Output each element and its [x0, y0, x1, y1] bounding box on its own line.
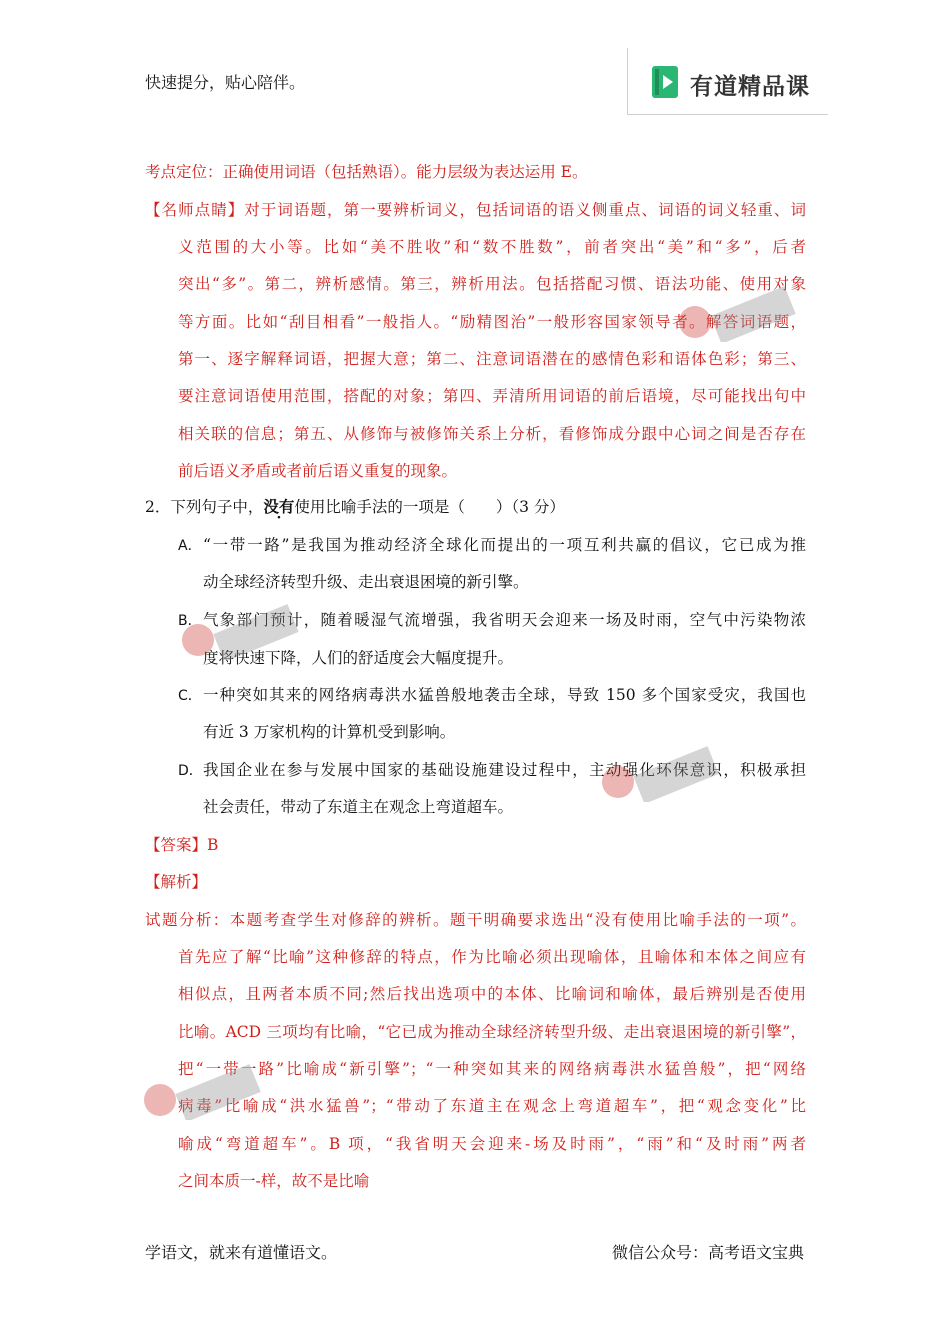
option-text: 动全球经济转型升级、走出衰退困境的新引擎。 — [203, 573, 529, 591]
analysis-line: 首先应了解“比喻”这种修辞的特点，作为比喻必须出现喻体，且喻体和本体之间应有 — [178, 948, 806, 966]
question-emphasis: 没有 — [263, 497, 295, 516]
question-suffix: 使用比喻手法的一项是（ ）（3 分） — [294, 498, 565, 516]
watermark-stamp-icon — [178, 600, 308, 660]
answer-line: 【答案】B — [145, 836, 219, 854]
kaodian-line: 考点定位：正确使用词语（包括熟语）。能力层级为表达运用 E。 — [145, 163, 588, 181]
watermark-stamp-icon — [140, 1060, 270, 1120]
option-text: 气象部门预计，随着暖湿气流增强，我省明天会迎来一场及时雨，空气中污染物浓 — [203, 611, 806, 629]
mingshi-line: 要注意词语使用范围，搭配的对象；第四、弄清所用词语的前后语境，尽可能找出句中 — [178, 387, 806, 405]
question-stem — [145, 495, 565, 517]
header-tagline: 快速提分，贴心陪伴。 — [145, 73, 306, 92]
watermark-stamp-icon — [675, 282, 805, 342]
mingshi-line: 等方面。比如“刮目相看”一般指人。“励精图治”一般形容国家领导者。解答词语题， — [178, 313, 806, 331]
option-label: B． — [178, 613, 202, 629]
watermark-stamp-icon — [598, 742, 728, 802]
footer-left: 学语文，就来有道懂语文。 — [145, 1243, 338, 1262]
option-label: A． — [178, 538, 202, 554]
analysis-line: 试题分析：本题考查学生对修辞的辨析。题干明确要求选出“没有使用比喻手法的一项”。 — [145, 911, 806, 929]
analysis-line: 喻成“弯道超车”。B 项，“我省明天会迎来-场及时雨”，“雨”和“及时雨”两者 — [178, 1135, 806, 1153]
mingshi-line: 第一、逐字解释词语，把握大意；第二、注意词语潜在的感情色彩和语体色彩；第三、 — [178, 350, 806, 368]
option-text: “一带一路”是我国为推动经济全球化而提出的一项互利共赢的倡议，它已成为推 — [203, 536, 806, 554]
analysis-line: 把“一带一路”比喻成“新引擎”；“一种突如其来的网络病毒洪水猛兽般”，把“网络 — [178, 1060, 806, 1078]
option-label: C． — [178, 688, 202, 704]
analysis-line: 相似点，且两者本质不同;然后找出选项中的本体、比喻词和喻体，最后辨别是否使用 — [178, 985, 806, 1003]
option-text: 有近 3 万家机构的计算机受到影响。 — [203, 723, 456, 741]
mingshi-line: 【名师点睛】对于词语题，第一要辨析词义，包括词语的语义侧重点、词语的词义轻重、词 — [145, 201, 806, 219]
mingshi-line: 突出“多”。第二，辨析感情。第三，辨析用法。包括搭配习惯、语法功能、使用对象 — [178, 275, 806, 293]
option-text: 社会责任，带动了东道主在观念上弯道超车。 — [203, 798, 514, 816]
option-text: 一种突如其来的网络病毒洪水猛兽般地袭击全球，导致 150 多个国家受灾，我国也 — [203, 686, 806, 704]
mingshi-line: 义范围的大小等。比如“美不胜收”和“数不胜数”，前者突出“美”和“多”，后者 — [178, 238, 806, 256]
mingshi-line: 前后语义矛盾或者前后语义重复的现象。 — [178, 462, 458, 480]
jiexi-title: 【解析】 — [145, 873, 208, 891]
question-prefix: 2．下列句子中， — [145, 498, 264, 516]
option-label: D． — [178, 763, 203, 779]
mingshi-line: 相关联的信息；第五、从修饰与被修饰关系上分析，看修饰成分跟中心词之间是否存在 — [178, 425, 806, 443]
logo-text: 有道精品课 — [690, 74, 810, 100]
option-text: 我国企业在参与发展中国家的基础设施建设过程中，主动强化环保意识，积极承担 — [203, 761, 806, 779]
youdao-logo — [627, 48, 828, 115]
play-book-icon — [652, 66, 678, 98]
analysis-line: 之间本质一-样，故不是比喻 — [178, 1172, 370, 1190]
footer-right: 微信公众号：高考语文宝典 — [611, 1243, 804, 1262]
analysis-line: 病毒”比喻成“洪水猛兽”；“带动了东道主在观念上弯道超车”，把“观念变化”比 — [178, 1097, 806, 1115]
analysis-line: 比喻。ACD 三项均有比喻，“它已成为推动全球经济转型升级、走出衰退困境的新引擎”， — [178, 1023, 806, 1041]
option-text: 度将快速下降，人们的舒适度会大幅度提升。 — [203, 649, 514, 667]
